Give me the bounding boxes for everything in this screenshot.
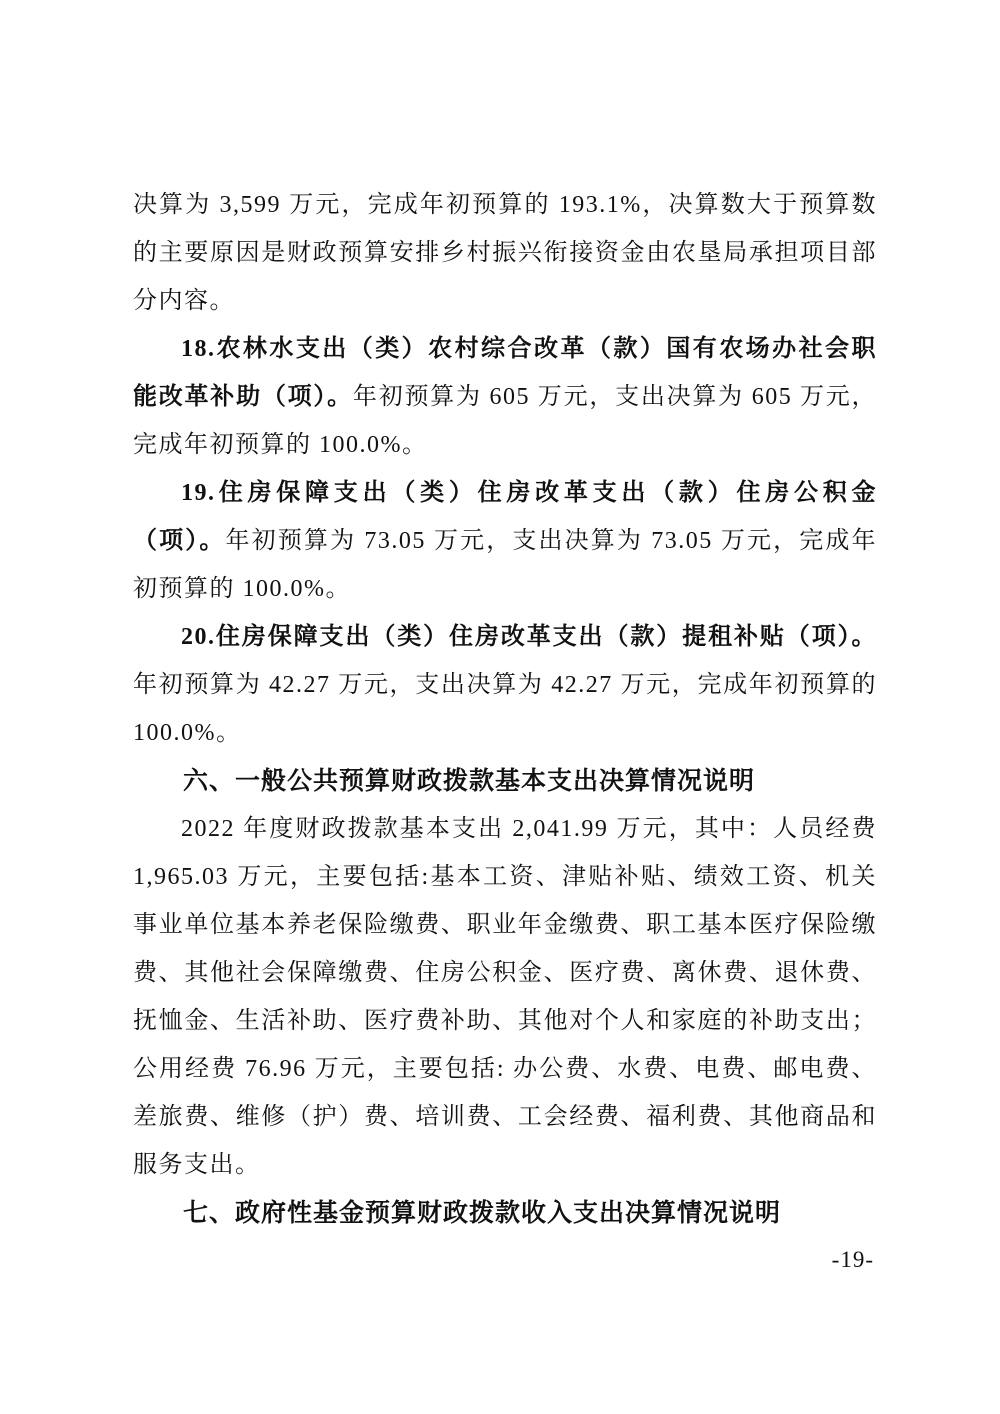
section-6-heading: 六、一般公共预算财政拨款基本支出决算情况说明 bbox=[183, 767, 756, 795]
document-content bbox=[133, 181, 877, 1237]
paragraph-19-body: 年初预算为 73.05 万元，支出决算为 73.05 万元，完成年初预算的 100.0%。 bbox=[133, 528, 878, 602]
paragraph-20-title: 20.住房保障支出（类）住房改革支出（款）提租补贴（项）。 bbox=[181, 624, 877, 650]
paragraph-18-body: 年初预算为 605 万元，支出决算为 605 万元，完成年初预算的 100.0%。 bbox=[133, 384, 878, 458]
paragraph-19-title: 19.住房保障支出（类）住房改革支出（款）住房公积金（项）。 bbox=[133, 480, 877, 554]
paragraph-18-title: 18.农林水支出（类）农村综合改革（款）国有农场办社会职能改革补助（项）。 bbox=[133, 336, 877, 410]
page-number: -19- bbox=[831, 1247, 874, 1272]
paragraph-18 bbox=[133, 325, 877, 469]
paragraph-basic-expenditure: 2022 年度财政拨款基本支出 2,041.99 万元，其中：人员经费 1,965.03 万元，主要包括:基本工资、津贴补贴、绩效工资、机关事业单位基本养老保险缴费、职业年金缴费、职工基本医疗保险缴费、其他社会保障缴费、住房公积金、医疗费、离休费、退休费、抚恤金、生活补助、医疗费补助、其他对个人和家庭的补助支出；公用经费 76.96 万元，主要包括: 办公费、水费、电费、邮电费、差旅费、维修（护）费、培训费、工会经费、福利费、其他商品和服务支出。 bbox=[133, 816, 877, 1178]
paragraph-19 bbox=[133, 469, 877, 613]
paragraph-17-continuation: 决算为 3,599 万元，完成年初预算的 193.1%，决算数大于预算数的主要原因是财政预算安排乡村振兴衔接资金由农垦局承担项目部分内容。 bbox=[133, 192, 877, 314]
paragraph-20 bbox=[133, 613, 877, 757]
paragraph-20-body: 年初预算为 42.27 万元，支出决算为 42.27 万元，完成年初预算的 100.0%。 bbox=[133, 672, 877, 746]
section-7-heading: 七、政府性基金预算财政拨款收入支出决算情况说明 bbox=[183, 1199, 782, 1227]
